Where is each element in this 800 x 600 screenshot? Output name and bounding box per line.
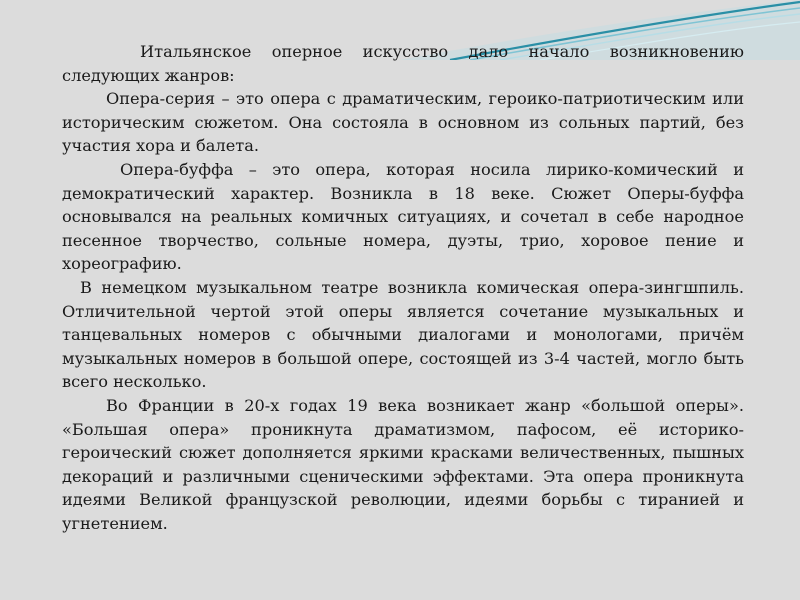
paragraph-opera-seria: Опера-серия – это опера с драматическим, героико-патриотическим или историческим сюжетом. Она состояла в основном из сольных партий, без участия хора и балета.	[62, 89, 744, 156]
body-text	[62, 40, 744, 535]
paragraph-intro: Итальянское оперное искусство дало начало возникновению следующих жанров:	[62, 42, 744, 85]
paragraph-opera-buffa: Опера-буффа – это опера, которая носила лирико-комический и демократический характер. Возникла в 18 веке. Сюжет Оперы-буффа основывался на реальных комичных ситуациях, и сочетал в себе народное песенное творчество, сольные номера, дуэты, трио, хоровое пение и хореографию.	[62, 159, 744, 274]
paragraph-singspiel: В немецком музыкальном театре возникла комическая опера-зингшпиль. Отличительной чертой этой оперы является сочетание музыкальных и танцевальных номеров с обычными диалогами и монологами, причём музыкальных номеров в большой опере, состоящей из 3-4 частей, могло быть всего несколько.	[62, 277, 744, 392]
paragraph-grand-opera: Во Франции в 20-х годах 19 века возникает жанр «большой оперы». «Большая опера» проникнута драматизмом, пафосом, её историко-героический сюжет дополняется яркими красками величественных, пышных декораций и различными сценическими эффектами. Эта опера проникнута идеями Великой французской революции, идеями борьбы с тиранией и угнетением.	[62, 395, 744, 533]
